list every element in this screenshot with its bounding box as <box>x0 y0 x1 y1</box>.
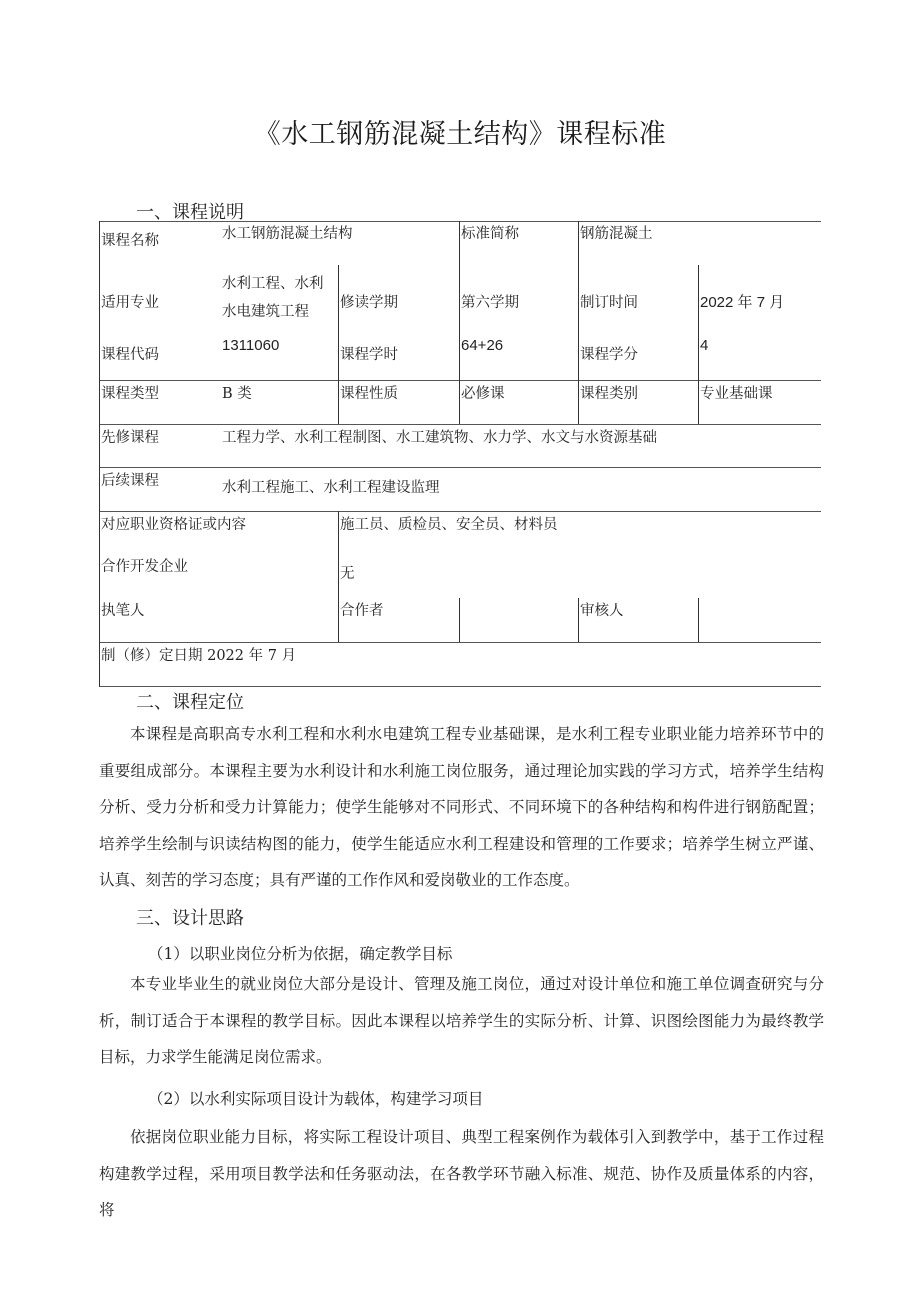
value-credit: 4 <box>700 337 709 354</box>
label-coauthor: 合作者 <box>340 603 384 619</box>
label-course-type: 课程类型 <box>101 386 159 402</box>
label-semester: 修读学期 <box>340 295 398 311</box>
value-major-line1: 水利工程、水利 <box>222 276 324 292</box>
design-item1-paragraph <box>99 966 824 1076</box>
label-course-name: 课程名称 <box>101 233 159 249</box>
value-partner-company: 无 <box>340 566 355 582</box>
section-heading-design-approach: 三、设计思路 <box>136 908 244 929</box>
value-short-name: 钢筋混凝土 <box>580 226 653 242</box>
table-col-divider <box>578 598 579 642</box>
value-course-name: 水工钢筋混凝土结构 <box>222 226 353 242</box>
table-col-divider <box>338 511 339 642</box>
value-revise-time: 2022 年 7 月 <box>700 294 785 311</box>
value-followup: 水利工程施工、水利工程建设监理 <box>222 480 440 496</box>
positioning-text: 本课程是高职高专水利工程和水利水电建筑工程专业基础课，是水利工程专业职业能力培养环节中的重要组成部分。本课程主要为水利设计和水利施工岗位服务，通过理论加实践的学习方式，培养学生结构分析、受力分析和受力计算能力；使学生能够对不同形式、不同环境下的各种结构和构件进行钢筋配置；培养学生绘制与识读结构图的能力，使学生能适应水利工程建设和管理的工作要求；培养学生树立严谨、认真、刻苦的学习态度；具有严谨的工作作风和爱岗敬业的工作态度。 <box>99 725 824 889</box>
label-course-category: 课程类别 <box>580 386 638 402</box>
value-major-line2: 水电建筑工程 <box>222 304 309 320</box>
table-row-divider <box>99 642 821 643</box>
positioning-paragraph <box>99 716 824 899</box>
table-border-bottom <box>99 686 821 687</box>
table-border-top <box>99 221 821 222</box>
table-col-divider <box>698 265 699 424</box>
value-course-type: B 类 <box>222 386 252 402</box>
value-semester: 第六学期 <box>461 295 519 311</box>
design-item2-paragraph <box>99 1119 824 1229</box>
label-short-name: 标准简称 <box>461 226 519 242</box>
label-hours: 课程学时 <box>340 347 398 363</box>
label-followup: 后续课程 <box>101 473 159 489</box>
label-revise-time: 制订时间 <box>580 295 638 311</box>
table-col-divider <box>698 598 699 642</box>
table-border-left <box>99 221 100 687</box>
value-prerequisites: 工程力学、水利工程制图、水工建筑物、水力学、水文与水资源基础 <box>222 430 657 446</box>
table-col-divider <box>338 265 339 424</box>
label-reviewer: 审核人 <box>580 603 624 619</box>
value-course-nature: 必修课 <box>461 386 505 402</box>
label-credit: 课程学分 <box>580 347 638 363</box>
label-prerequisites: 先修课程 <box>101 430 159 446</box>
label-major: 适用专业 <box>101 295 159 311</box>
table-col-divider <box>459 598 460 642</box>
table-col-divider <box>459 221 460 424</box>
label-partner-company: 合作开发企业 <box>101 559 188 575</box>
table-col-divider <box>578 221 579 424</box>
table-row-divider <box>99 380 821 381</box>
design-item2-title: （2）以水利实际项目设计为载体，构建学习项目 <box>148 1090 484 1108</box>
value-course-category: 专业基础课 <box>700 386 773 402</box>
page-title: 《水工钢筋混凝土结构》课程标准 <box>253 119 667 150</box>
section-heading-course-description: 一、课程说明 <box>136 202 244 223</box>
table-row-divider <box>99 467 821 468</box>
design-item1-text: 本专业毕业生的就业岗位大部分是设计、管理及施工岗位，通过对设计单位和施工单位调查研究与分析，制订适合于本课程的教学目标。因此本课程以培养学生的实际分析、计算、识图绘图能力为最终教学目标，力求学生能满足岗位需求。 <box>99 975 824 1066</box>
table-row-divider <box>99 424 821 425</box>
design-item1-title: （1）以职业岗位分析为依据，确定教学目标 <box>148 945 453 963</box>
design-item2-text: 依据岗位职业能力目标，将实际工程设计项目、典型工程案例作为载体引入到教学中，基于工作过程构建教学过程，采用项目教学法和任务驱动法，在各教学环节融入标准、规范、协作及质量体系的内容，将 <box>99 1128 824 1219</box>
value-revision-date: 制（修）定日期 2022 年 7 月 <box>101 648 297 664</box>
label-course-code: 课程代码 <box>101 347 159 363</box>
section-heading-course-positioning: 二、课程定位 <box>136 692 244 713</box>
label-course-nature: 课程性质 <box>340 386 398 402</box>
value-course-code: 1311060 <box>222 337 280 354</box>
table-row-divider <box>99 511 821 512</box>
value-hours: 64+26 <box>461 337 504 354</box>
label-certification: 对应职业资格证或内容 <box>101 517 246 533</box>
label-author: 执笔人 <box>101 603 145 619</box>
value-certification: 施工员、质检员、安全员、材料员 <box>340 517 558 533</box>
